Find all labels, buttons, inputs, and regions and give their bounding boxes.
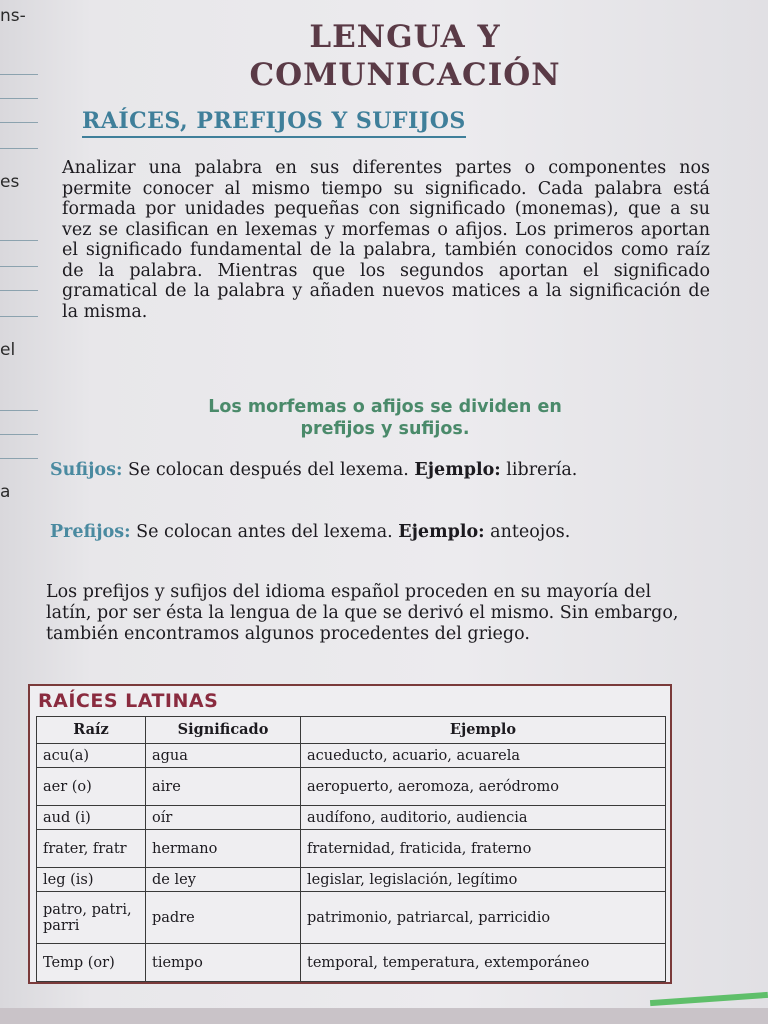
margin-rule (0, 122, 38, 123)
closing-paragraph: Los prefijos y sufijos del idioma español proceden en su mayoría del latín, por ser ésta la lengua de la que se derivó el mismo. Sin embargo, también encontramos algunos procedentes del griego. (46, 582, 679, 644)
header-significado: Significado (146, 717, 301, 744)
prefijos-example: anteojos. (484, 522, 571, 542)
margin-rule (0, 98, 38, 99)
header-raiz: Raíz (37, 717, 146, 744)
cell-example: audífono, auditorio, audiencia (301, 806, 666, 830)
margin-fragment: a (0, 482, 11, 502)
table-row (37, 892, 666, 944)
table-title: RAÍCES LATINAS (38, 690, 219, 712)
margin-rule (0, 148, 38, 149)
latin-roots-table (36, 716, 666, 982)
table-row (37, 806, 666, 830)
margin-rule (0, 240, 38, 241)
margin-rule (0, 266, 38, 267)
cell-root: patro, patri, parri (37, 892, 146, 944)
cell-example: fraternidad, fraticida, fraterno (301, 830, 666, 868)
margin-rule (0, 410, 38, 411)
cell-root: aer (o) (37, 768, 146, 806)
sufijos-example-label: Ejemplo: (414, 460, 501, 480)
margin-rule (0, 316, 38, 317)
page-bottom-edge (0, 1008, 768, 1024)
prefijos-text: Se colocan antes del lexema. (130, 522, 399, 542)
header-ejemplo: Ejemplo (301, 717, 666, 744)
cell-root: leg (is) (37, 868, 146, 892)
sufijos-definition (50, 460, 700, 481)
cell-example: legislar, legislación, legítimo (301, 868, 666, 892)
margin-rule (0, 458, 38, 459)
prefijos-definition (50, 522, 700, 543)
cell-example: aeropuerto, aeromoza, aeródromo (301, 768, 666, 806)
section-heading: RAÍCES, PREFIJOS Y SUFIJOS (82, 108, 466, 138)
cell-example: acueducto, acuario, acuarela (301, 744, 666, 768)
cell-example: temporal, temperatura, extemporáneo (301, 944, 666, 982)
cell-meaning: aire (146, 768, 301, 806)
margin-rule (0, 434, 38, 435)
table-row (37, 830, 666, 868)
page-title-line2: COMUNICACIÓN (249, 57, 561, 93)
margin-rule (0, 290, 38, 291)
cell-meaning: oír (146, 806, 301, 830)
table-row (37, 868, 666, 892)
cell-meaning: padre (146, 892, 301, 944)
callout-text (120, 396, 650, 440)
table-row (37, 944, 666, 982)
table-row (37, 768, 666, 806)
cell-meaning: hermano (146, 830, 301, 868)
table-row (37, 744, 666, 768)
margin-fragment: es (0, 172, 20, 192)
page-title-line1: LENGUA Y (309, 19, 501, 55)
cell-root: acu(a) (37, 744, 146, 768)
green-page-edge (650, 992, 768, 1006)
cell-root: frater, fratr (37, 830, 146, 868)
prefijos-example-label: Ejemplo: (398, 522, 485, 542)
callout-line2: prefijos y sufijos. (300, 419, 470, 439)
sufijos-text: Se colocan después del lexema. (122, 460, 415, 480)
margin-fragment: ns- (0, 6, 26, 26)
latin-roots-box (28, 684, 672, 984)
margin-rule (0, 74, 38, 75)
cell-meaning: tiempo (146, 944, 301, 982)
prefijos-term: Prefijos: (50, 522, 131, 542)
cell-root: Temp (or) (37, 944, 146, 982)
table-header-row (37, 717, 666, 744)
cell-meaning: agua (146, 744, 301, 768)
callout-line1: Los morfemas o afijos se dividen en (208, 397, 562, 417)
cell-meaning: de ley (146, 868, 301, 892)
sufijos-example: librería. (500, 460, 578, 480)
sufijos-term: Sufijos: (50, 460, 123, 480)
cell-root: aud (i) (37, 806, 146, 830)
margin-fragment: el (0, 340, 16, 360)
cell-example: patrimonio, patriarcal, parricidio (301, 892, 666, 944)
page-title (190, 18, 620, 94)
intro-paragraph: Analizar una palabra en sus diferentes partes o componentes nos permite conocer al mismo tiempo su significado. Cada palabra está formada por unidades pequeñas con significado (monemas), que a su vez se clasifican en lexemas y morfemas o afijos. Los primeros aportan el significado fundamental de la palabra, también conocidos como raíz de la palabra. Mientras que los segundos aportan el significado gramatical de la palabra y añaden nuevos matices a la significación de la misma. (62, 158, 710, 322)
